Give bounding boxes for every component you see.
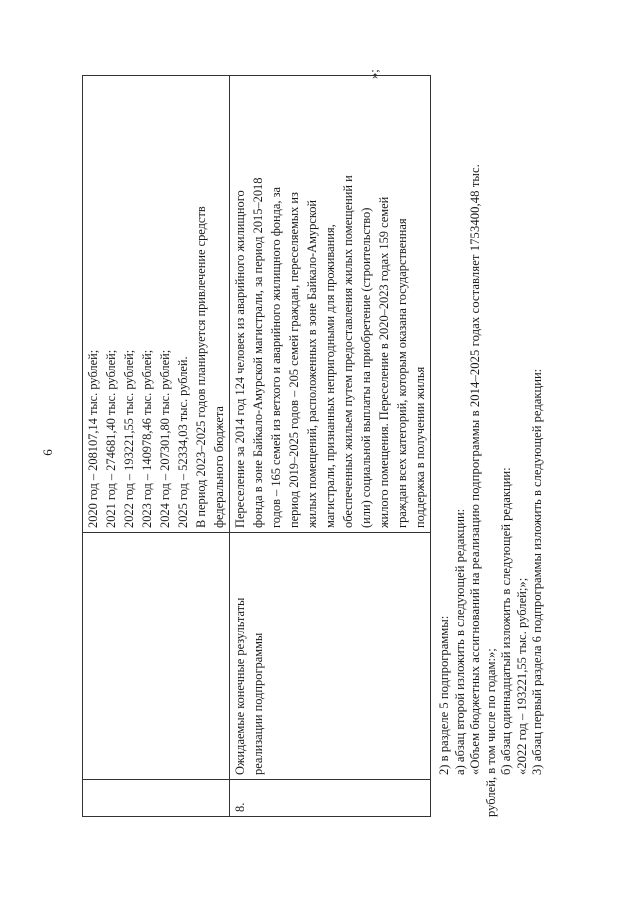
- results-line: (или) социальной выплаты на приобретение (строительство): [359, 207, 373, 528]
- results-line: Переселение за 2014 год 124 человек из аварийного жилищного: [233, 190, 247, 528]
- funding-line: 2021 год – 274681,40 тыс. рублей;: [104, 349, 118, 528]
- funding-line: 2023 год – 140978,46 тыс. рублей;: [140, 349, 154, 528]
- results-line: граждан всех категорий, которым оказана государственная: [395, 218, 409, 528]
- table-cell-funding: [83, 76, 230, 533]
- paragraph: 2) в разделе 5 подпрограммы:: [437, 615, 451, 775]
- funding-line: федерального бюджета: [212, 406, 226, 528]
- funding-line: 2025 год – 52334,03 тыс. рублей.: [176, 356, 190, 528]
- paragraph: «Объем бюджетных ассигнований на реализацию подпрограммы в 2014–2025 годах составляет 1753400,48 тыс.: [468, 164, 482, 775]
- results-line: фонда в зоне Байкало-Амурской магистрали, за период 2015–2018: [251, 177, 265, 528]
- results-line: поддержка в получении жилья: [413, 366, 427, 528]
- amendment-text: [437, 75, 546, 817]
- paragraph: рублей, в том числе по годам:»;: [483, 648, 498, 817]
- funding-line: 2024 год – 207301,80 тыс. рублей;: [158, 349, 172, 528]
- results-line: магистрали, признанных непригодными для проживания,: [323, 224, 337, 528]
- label-line: реализации подпрограммы: [251, 632, 265, 775]
- results-line: обеспеченных жильем путем предоставления жилых помещений и: [341, 175, 355, 528]
- paragraph: б) абзац одиннадцатый изложить в следующей редакции:: [499, 467, 513, 775]
- funding-line: 2022 год – 193221,55 тыс. рублей;: [122, 349, 136, 528]
- results-line: жилого помещения. Переселение в 2020–2023 годах 159 семей: [377, 196, 391, 528]
- table-cell-number: 8.: [230, 780, 431, 817]
- paragraph: 3) абзац первый раздела 6 подпрограммы изложить в следующей редакции:: [530, 368, 544, 775]
- table-cell-label: [83, 533, 230, 780]
- table-cell-number: [83, 780, 230, 817]
- funding-line: В период 2023–2025 годов планируется привлечение средств: [194, 206, 208, 528]
- paragraph: а) абзац второй изложить в следующей редакции:: [452, 508, 467, 775]
- table-cell-results: [230, 76, 431, 533]
- paragraph: «2022 год – 193221,55 тыс. рублей;»;: [514, 577, 529, 775]
- page-number: 6: [40, 449, 55, 456]
- table-row: [83, 76, 230, 817]
- label-line: Ожидаемые конечные результаты: [233, 597, 247, 775]
- results-line: период 2019–2025 годов – 205 семей граждан, переселяемых из: [287, 192, 301, 528]
- subprogram-passport-table: [82, 75, 431, 817]
- results-line: жилых помещений, расположенных в зоне Байкало-Амурской: [305, 199, 319, 528]
- table-cell-label: [230, 533, 431, 780]
- funding-line: 2020 год – 208107,14 тыс. рублей;: [86, 349, 100, 528]
- table-row: [230, 76, 431, 817]
- results-line: годов – 165 семей из ветхого и аварийного жилищного фонда, за: [269, 186, 283, 528]
- closing-quote-mark: »;: [367, 69, 381, 79]
